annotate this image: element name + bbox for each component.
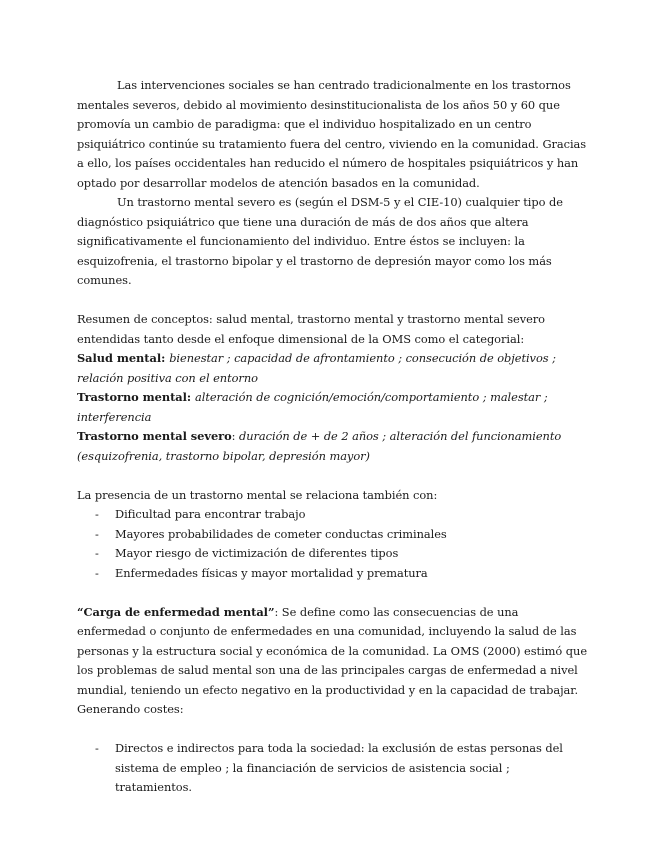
burden-term: “Carga de enfermedad mental”: [77, 604, 275, 619]
concept-separator: :: [231, 429, 239, 443]
paragraph-concepts-summary: Resumen de conceptos: salud mental, trastorno mental y trastorno mental severo entendidas tanto desde el enfoque dimensional de la OMS como el categorial:: [77, 312, 545, 346]
list-item-text: Mayores probabilidades de cometer conductas criminales: [115, 526, 447, 541]
concept-trastorno-mental: [77, 388, 587, 427]
concept-description: duración de + de 2 años ; alteración del funcionamiento (esquizofrenia, trastorno bipolar, depresión mayor): [77, 429, 562, 463]
concept-separator: :: [161, 351, 170, 365]
concept-description: alteración de cognición/emoción/comportamiento ; malestar ; interferencia: [77, 390, 548, 424]
concept-trastorno-mental-severo: [77, 427, 587, 466]
concept-term: Trastorno mental severo: [77, 429, 232, 443]
paragraph-severe-mental-disorder: Un trastorno mental severo es (según el DSM-5 y el CIE-10) cualquier tipo de diagnóstico psiquiátrico que tiene una duración de más de dos años que altera significativamente el funcionamiento del individuo. Entre éstos se incluyen: la esquizofrenia, el trastorno bipolar y el trastorno de depresión mayor como los más comunes.: [77, 195, 563, 287]
dash-bullet: -: [95, 565, 99, 580]
spacer: [77, 720, 587, 740]
paragraph-burden: [77, 603, 587, 720]
concept-term: Salud mental: [77, 351, 162, 365]
spacer: [77, 291, 587, 311]
list-item-text: Dificultad para encontrar trabajo: [115, 507, 306, 521]
list-item-text: Directos e indirectos para toda la sociedad: la exclusión de estas personas del sistema de empleo ; la financiación de servicios de asistencia social ; tratamientos.: [115, 741, 563, 794]
list-item: [77, 525, 587, 545]
list-item: [77, 739, 587, 798]
dash-bullet: -: [95, 507, 99, 521]
dash-bullet: -: [95, 741, 99, 755]
paragraph-deinstitutionalization: Las intervenciones sociales se han centrado tradicionalmente en los trastornos mentales severos, debido al movimiento desinstitucionalista de los años 50 y 60 que promovía un cambio de paradigma: que el individuo hospitalizado en un centro psiquiátrico continúe su tratamiento fuera del centro, viviendo en la comunidad. Gracias a ello, los países occidentales han reducido el número de hospitales psiquiátricos y han optado por desarrollar modelos de atención basados en la comunidad.: [77, 78, 587, 190]
concept-separator: :: [186, 390, 195, 404]
costs-list: [77, 739, 587, 798]
concept-salud-mental: [77, 349, 587, 388]
spacer: [77, 583, 587, 603]
list-item: [77, 564, 587, 584]
burden-text: : Se define como las consecuencias de una enfermedad o conjunto de enfermedades en una comunidad, incluyendo la salud de las personas y la estructura social y económica de la comunidad. La OMS (2000) estimó que los problemas de salud mental son una de las principales cargas de enfermedad a nivel mundial, teniendo un efecto negativo en la productividad y en la capacidad de trabajar. Generando costes:: [77, 604, 588, 716]
paragraph-related-intro: La presencia de un trastorno mental se relaciona también con:: [77, 487, 438, 502]
list-item: [77, 544, 587, 564]
dash-bullet: -: [95, 546, 99, 560]
list-item-text: Mayor riesgo de victimización de diferentes tipos: [115, 546, 399, 560]
list-item-text: Enfermedades físicas y mayor mortalidad y prematura: [115, 565, 428, 580]
concept-description: bienestar ; capacidad de afrontamiento ; consecución de objetivos ; relación positiva con el entorno: [77, 351, 556, 385]
document-page: [77, 76, 587, 798]
concept-term: Trastorno mental: [77, 390, 187, 404]
spacer: [77, 466, 587, 486]
list-item: [77, 505, 587, 525]
dash-bullet: -: [95, 526, 99, 541]
related-list: [77, 505, 587, 583]
